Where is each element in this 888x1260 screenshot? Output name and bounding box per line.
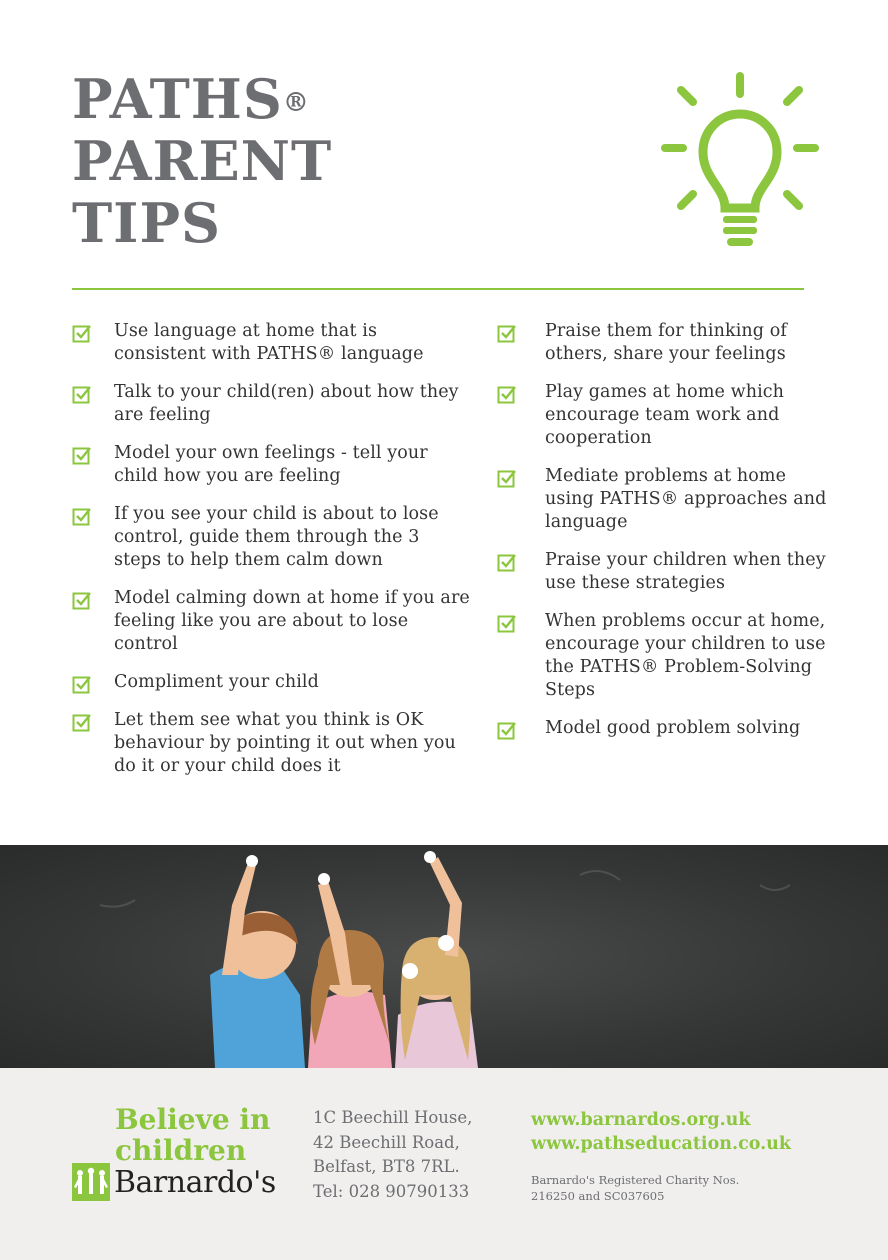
website-links bbox=[531, 1108, 791, 1156]
tip-item bbox=[497, 465, 837, 534]
tip-item bbox=[497, 610, 837, 702]
tips-left-column bbox=[72, 320, 472, 793]
checkbox-checked-icon bbox=[72, 674, 92, 694]
checkbox-checked-icon bbox=[497, 613, 517, 633]
tip-text: Praise them for thinking of others, share your feelings bbox=[545, 321, 787, 364]
tip-item bbox=[72, 320, 472, 366]
tip-text: Talk to your child(ren) about how they are feeling bbox=[114, 382, 459, 425]
tip-item bbox=[497, 549, 837, 595]
tip-text: If you see your child is about to lose control, guide them through the 3 steps to help them calm down bbox=[114, 504, 439, 570]
divider bbox=[72, 288, 804, 290]
slogan bbox=[115, 1104, 270, 1166]
title-line-tips: TIPS bbox=[72, 191, 222, 255]
charity-line: 216250 and SC037605 bbox=[531, 1189, 665, 1203]
tip-item bbox=[72, 587, 472, 656]
checkbox-checked-icon bbox=[72, 590, 92, 610]
checkbox-checked-icon bbox=[497, 552, 517, 572]
checkbox-checked-icon bbox=[72, 445, 92, 465]
tip-text: When problems occur at home, encourage your children to use the PATHS® Problem-Solving Steps bbox=[545, 611, 826, 700]
checkbox-checked-icon bbox=[497, 384, 517, 404]
slogan-line-2: children bbox=[115, 1134, 247, 1167]
checkbox-checked-icon bbox=[497, 323, 517, 343]
tip-text: Model your own feelings - tell your child how you are feeling bbox=[114, 443, 428, 486]
page-title bbox=[72, 68, 332, 254]
tip-item bbox=[72, 381, 472, 427]
address-line: 1C Beechill House, bbox=[313, 1108, 473, 1127]
phone-number: Tel: 028 90790133 bbox=[313, 1181, 470, 1201]
pathseducation-url-link[interactable]: www.pathseducation.co.uk bbox=[531, 1134, 792, 1154]
address-line: 42 Beechill Road, bbox=[313, 1132, 460, 1152]
tip-text: Model calming down at home if you are feeling like you are about to lose control bbox=[114, 588, 470, 654]
registered-mark: ® bbox=[282, 88, 310, 118]
tip-text: Model good problem solving bbox=[545, 718, 801, 738]
checkbox-checked-icon bbox=[72, 506, 92, 526]
checkbox-checked-icon bbox=[497, 720, 517, 740]
slogan-line-1: Believe in bbox=[115, 1103, 271, 1136]
children-at-chalkboard-photo bbox=[0, 845, 888, 1068]
tip-item bbox=[72, 442, 472, 488]
tip-text: Praise your children when they use these strategies bbox=[545, 550, 826, 593]
tip-item bbox=[497, 381, 837, 450]
tip-item bbox=[497, 717, 837, 740]
address bbox=[313, 1106, 472, 1204]
tip-text: Play games at home which encourage team work and cooperation bbox=[545, 382, 785, 448]
checkbox-checked-icon bbox=[72, 384, 92, 404]
brand-name: Barnardo's bbox=[114, 1164, 276, 1200]
tip-text: Use language at home that is consistent with PATHS® language bbox=[114, 321, 424, 364]
barnardos-logo-mark-icon bbox=[72, 1163, 110, 1201]
barnardos-logo bbox=[72, 1163, 276, 1201]
photo-illustration bbox=[0, 845, 888, 1068]
checkbox-checked-icon bbox=[72, 712, 92, 732]
title-line-parent: PARENT bbox=[72, 129, 333, 193]
charity-numbers bbox=[531, 1172, 739, 1204]
tip-text: Compliment your child bbox=[114, 672, 319, 692]
charity-line: Barnardo's Registered Charity Nos. bbox=[531, 1173, 740, 1187]
tips-right-column bbox=[497, 320, 837, 755]
tip-item bbox=[497, 320, 837, 366]
tip-text: Let them see what you think is OK behaviour by pointing it out when you do it or your child does it bbox=[114, 710, 456, 776]
title-line-paths: PATHS bbox=[72, 67, 283, 131]
tip-item bbox=[72, 503, 472, 572]
address-line: Belfast, BT8 7RL. bbox=[313, 1157, 460, 1176]
tip-item bbox=[72, 671, 472, 694]
lightbulb-icon bbox=[655, 66, 825, 256]
tip-item bbox=[72, 709, 472, 778]
checkbox-checked-icon bbox=[72, 323, 92, 343]
tip-text: Mediate problems at home using PATHS® approaches and language bbox=[545, 466, 827, 532]
checkbox-checked-icon bbox=[497, 468, 517, 488]
barnardos-url-link[interactable]: www.barnardos.org.uk bbox=[531, 1110, 751, 1130]
